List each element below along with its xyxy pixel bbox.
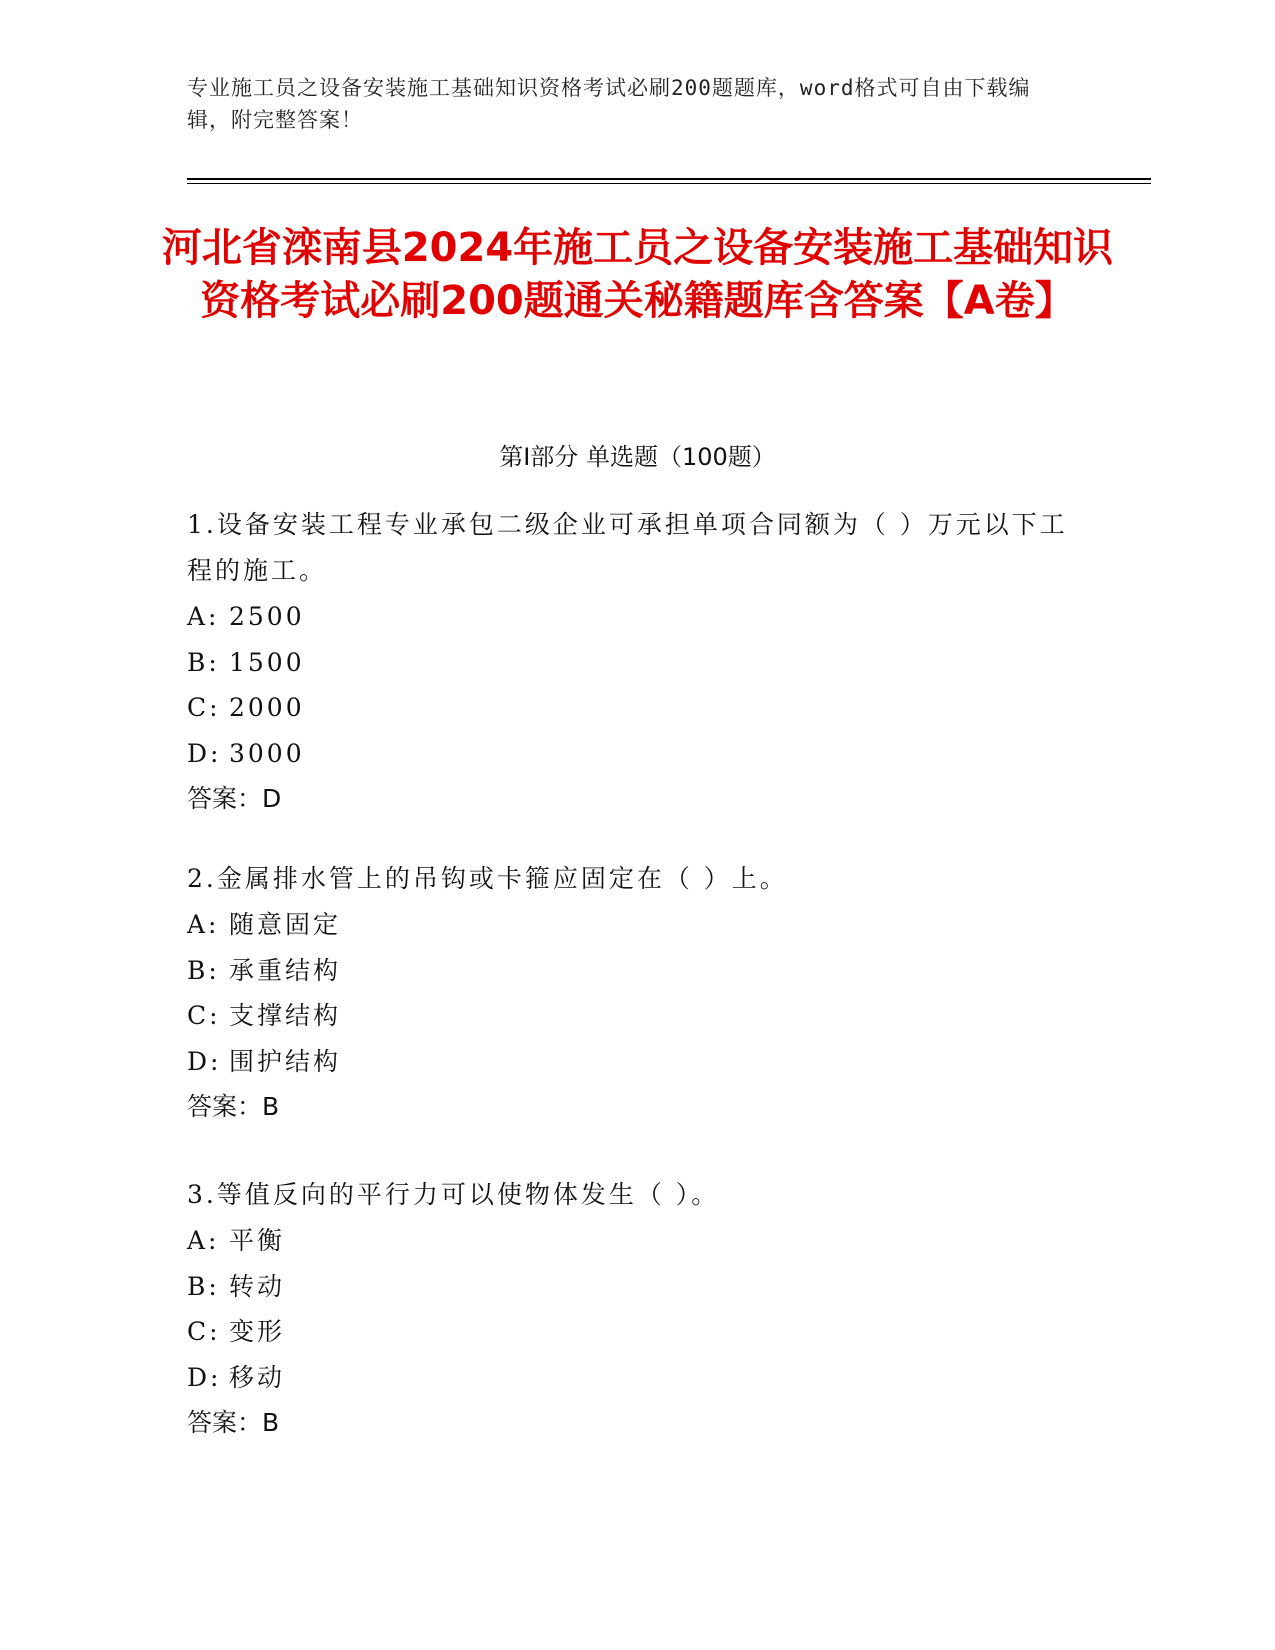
question-stem: 1.设备安装工程专业承包二级企业可承担单项合同额为（ ）万元以下工程的施工。 — [187, 510, 1068, 585]
option-key: D: — [187, 1362, 222, 1392]
option-c — [187, 993, 1087, 1039]
option-b — [187, 640, 1087, 686]
option-text: 变形 — [229, 1317, 286, 1346]
answer: 答案：B — [187, 1092, 280, 1121]
option-text: 围护结构 — [229, 1046, 342, 1076]
option-text: 承重结构 — [229, 955, 342, 985]
option-text: 1500 — [229, 647, 305, 677]
option-text: 3000 — [229, 738, 305, 768]
option-d — [187, 731, 1087, 777]
question-3 — [187, 1172, 1087, 1446]
option-c — [187, 685, 1087, 731]
option-key: B: — [187, 955, 220, 985]
option-text: 随意固定 — [229, 910, 342, 939]
question-2 — [187, 856, 1087, 1130]
option-key: D: — [187, 738, 222, 768]
option-text: 转动 — [229, 1271, 286, 1301]
option-key: A: — [187, 910, 220, 939]
option-key: C: — [187, 1001, 221, 1030]
option-key: C: — [187, 693, 221, 722]
question-stem: 3.等值反向的平行力可以使物体发生（ ）。 — [187, 1180, 720, 1209]
option-key: D: — [187, 1046, 222, 1076]
header-note: 专业施工员之设备安装施工基础知识资格考试必刷200题题库，word格式可自由下载编辑，附完整答案！ — [187, 76, 1031, 132]
header-divider-thin — [187, 183, 1151, 184]
option-key: A: — [187, 1226, 220, 1255]
option-c — [187, 1309, 1087, 1355]
option-a — [187, 1218, 1087, 1264]
question-1 — [187, 502, 1087, 822]
option-key: B: — [187, 647, 220, 677]
option-text: 2500 — [229, 602, 305, 631]
option-d — [187, 1355, 1087, 1401]
answer: 答案：B — [187, 1408, 280, 1437]
option-key: C: — [187, 1317, 221, 1346]
section-title: 第Ⅰ部分 单选题（100题） — [499, 443, 776, 471]
option-d — [187, 1039, 1087, 1085]
option-text: 支撑结构 — [229, 1001, 342, 1030]
question-stem: 2.金属排水管上的吊钩或卡箍应固定在（ ）上。 — [187, 864, 788, 893]
option-key: B: — [187, 1271, 220, 1301]
option-text: 平衡 — [229, 1226, 286, 1255]
option-a — [187, 594, 1087, 640]
option-a — [187, 902, 1087, 948]
option-key: A: — [187, 602, 220, 631]
header-divider-thick — [187, 178, 1151, 180]
option-b — [187, 948, 1087, 994]
document-title: 河北省滦南县2024年施工员之设备安装施工基础知识资格考试必刷200题通关秘籍题库含答案【A卷】 — [161, 225, 1114, 324]
option-text: 2000 — [229, 693, 305, 722]
option-b — [187, 1264, 1087, 1310]
answer: 答案：D — [187, 784, 282, 813]
option-text: 移动 — [229, 1362, 286, 1392]
